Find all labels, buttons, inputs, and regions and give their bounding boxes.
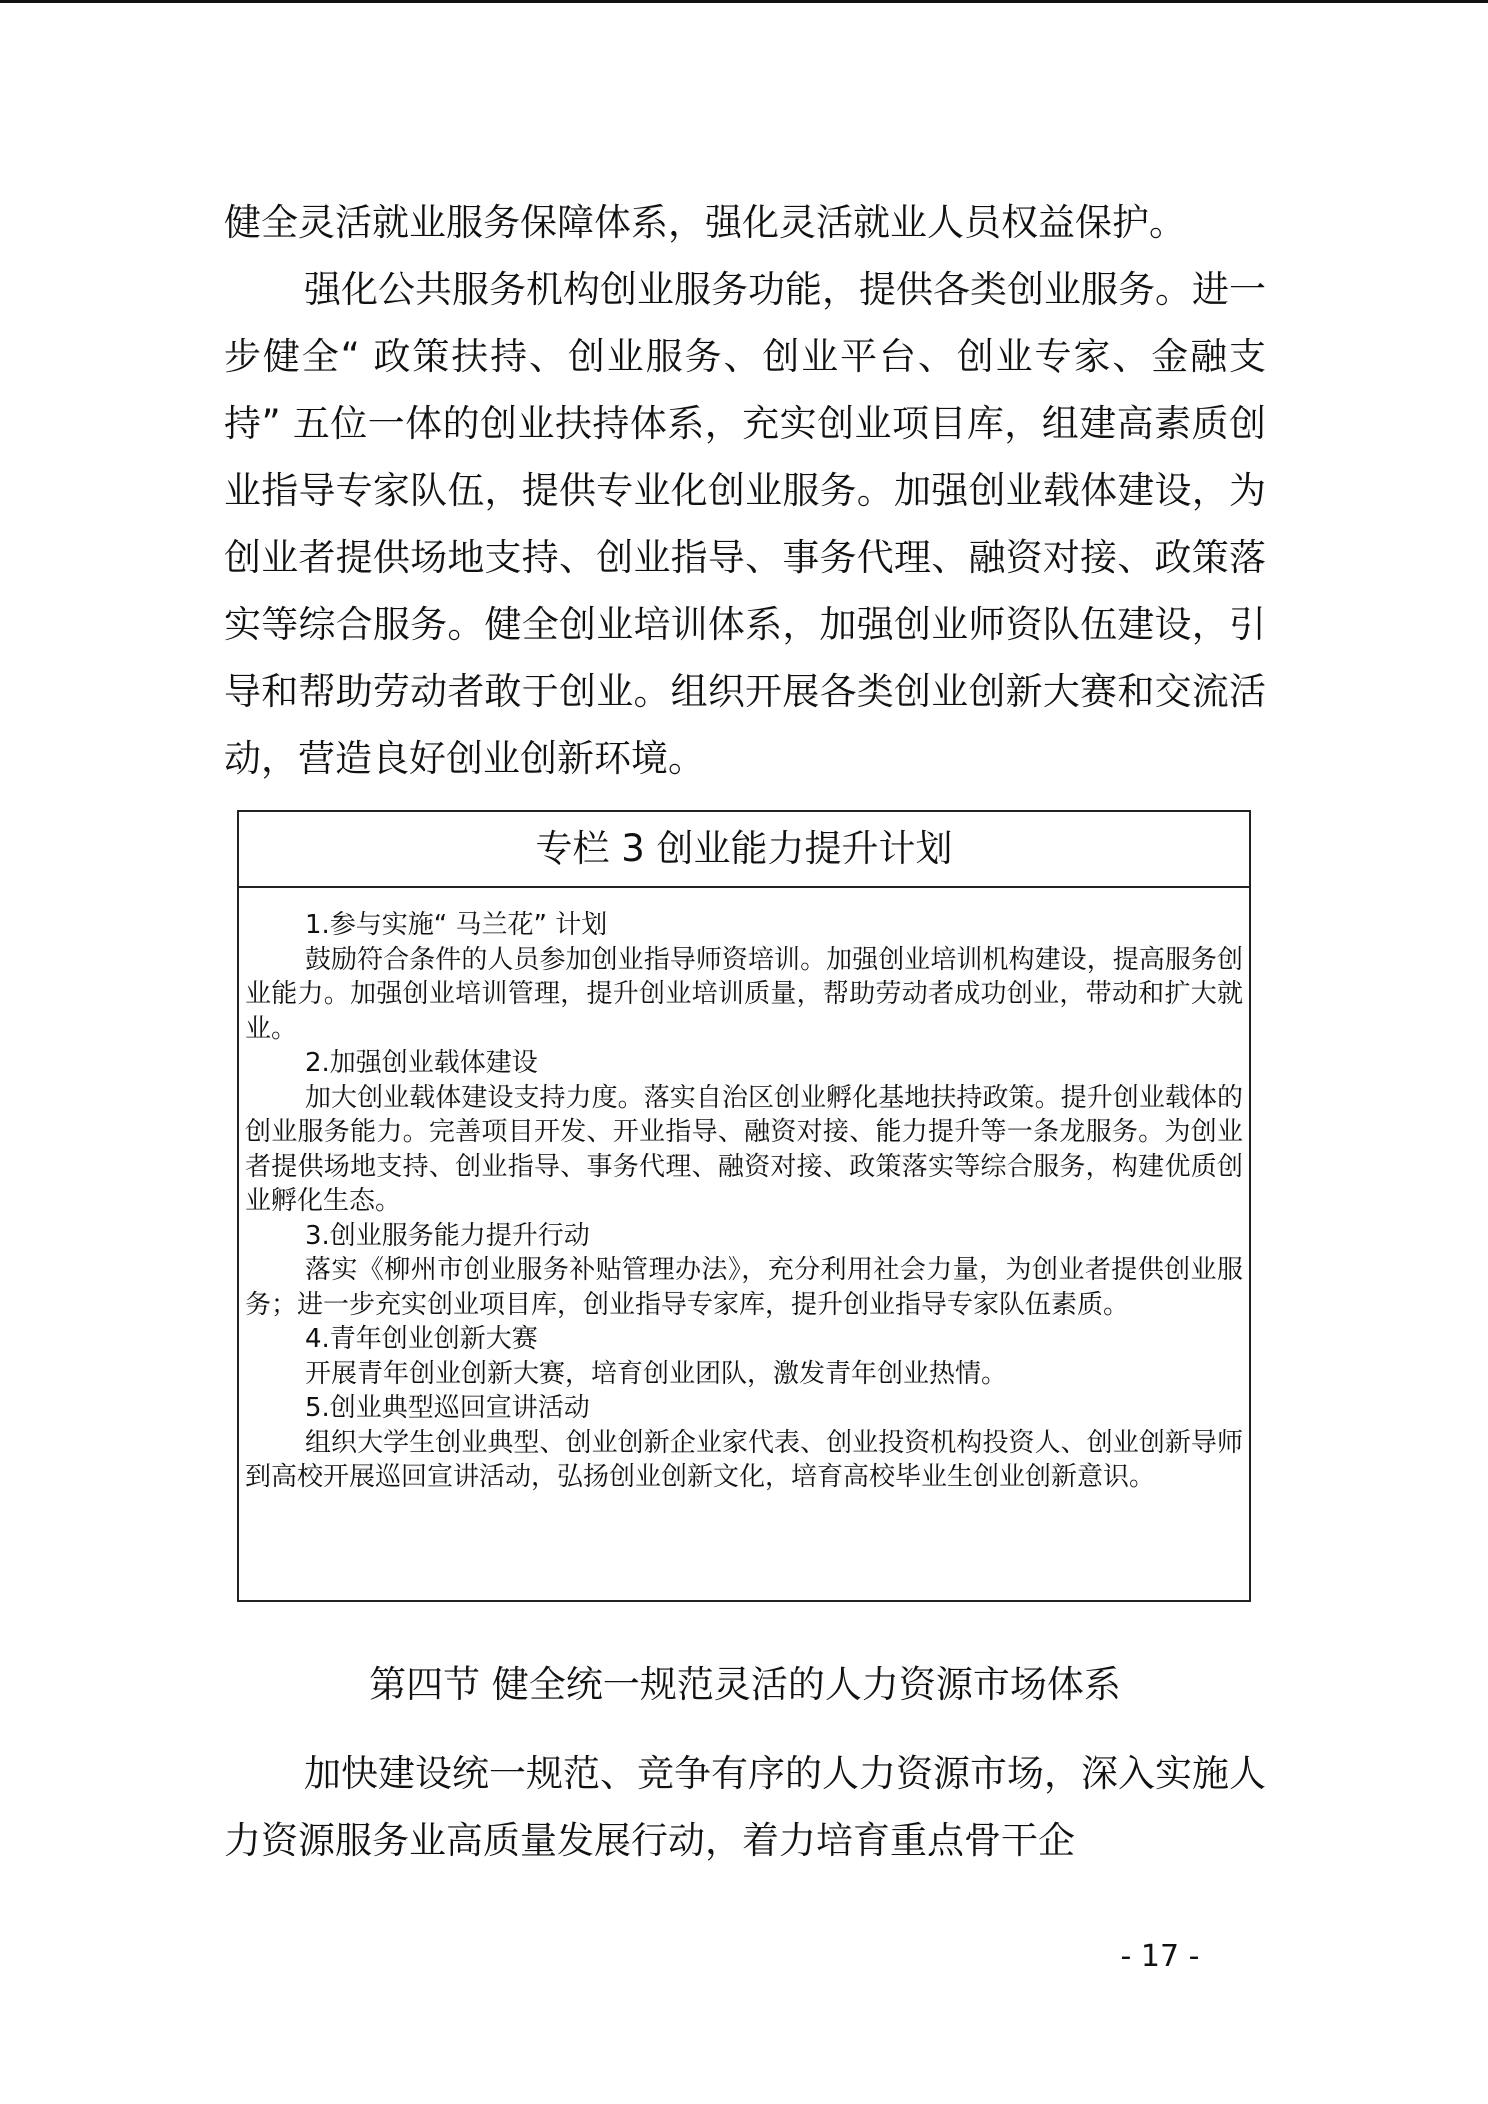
box-item-title: 4.青年创业创新大赛 <box>305 1324 538 1354</box>
page-number: - 17 - <box>1120 1939 1200 1974</box>
body-text-bottom <box>224 1740 1266 1874</box>
section-heading: 第四节 健全统一规范灵活的人力资源市场体系 <box>369 1663 1121 1706</box>
box-item-text: 组织大学生创业典型、创业创新企业家代表、创业投资机构投资人、创业创新导师到高校开展巡回宣讲活动，弘扬创业创新文化，培育高校毕业生创业创新意识。 <box>245 1427 1243 1492</box>
box-item-title: 3.创业服务能力提升行动 <box>305 1220 590 1251</box>
box-item-title: 5.创业典型巡回宣讲活动 <box>305 1393 590 1423</box>
paragraph-continuation: 健全灵活就业服务保障体系，强化灵活就业人员权益保护。 <box>224 201 1186 244</box>
column-box-title: 专栏 3 创业能力提升计划 <box>239 812 1249 888</box>
box-item-text: 鼓励符合条件的人员参加创业指导师资培训。加强创业培训机构建设，提高服务创业能力。加强创业培训管理，提升创业培训质量，帮助劳动者成功创业，带动和扩大就业。 <box>245 944 1243 1044</box>
box-item-title: 1.参与实施“ 马兰花” 计划 <box>305 910 608 940</box>
box-item-text: 开展青年创业创新大赛，培育创业团队，激发青年创业热情。 <box>305 1358 1008 1389</box>
box-item-text: 落实《柳州市创业服务补贴管理办法》，充分利用社会力量，为创业者提供创业服务；进一步充实创业项目库，创业指导专家库，提升创业指导专家队伍素质。 <box>245 1255 1243 1320</box>
top-border-line <box>0 0 1488 3</box>
paragraph-entrepreneurship-services: 强化公共服务机构创业服务功能，提供各类创业服务。进一步健全“ 政策扶持、创业服务、创业平台、创业专家、金融支持” 五位一体的创业扶持体系，充实创业项目库，组建高素质创业指导专家队伍，提供专业化创业服务。加强创业载体建设，为创业者提供场地支持、创业指导、事务代理、融资对接、政策落实等综合服务。健全创业培训体系，加强创业师资队伍建设，引导和帮助劳动者敢于创业。组织开展各类创业创新大赛和交流活动，营造良好创业创新环境。 <box>224 268 1266 780</box>
box-item-title: 2.加强创业载体建设 <box>305 1048 538 1078</box>
body-text-top <box>224 189 1266 792</box>
column-box <box>237 810 1251 1602</box>
column-box-body <box>239 888 1249 1495</box>
paragraph-hr-market: 加快建设统一规范、竞争有序的人力资源市场，深入实施人力资源服务业高质量发展行动，着力培育重点骨干企 <box>224 1752 1266 1862</box>
box-item-text: 加大创业载体建设支持力度。落实自治区创业孵化基地扶持政策。提升创业载体的创业服务能力。完善项目开发、开业指导、融资对接、能力提升等一条龙服务。为创业者提供场地支持、创业指导、事务代理、融资对接、政策落实等综合服务，构建优质创业孵化生态。 <box>245 1082 1243 1216</box>
